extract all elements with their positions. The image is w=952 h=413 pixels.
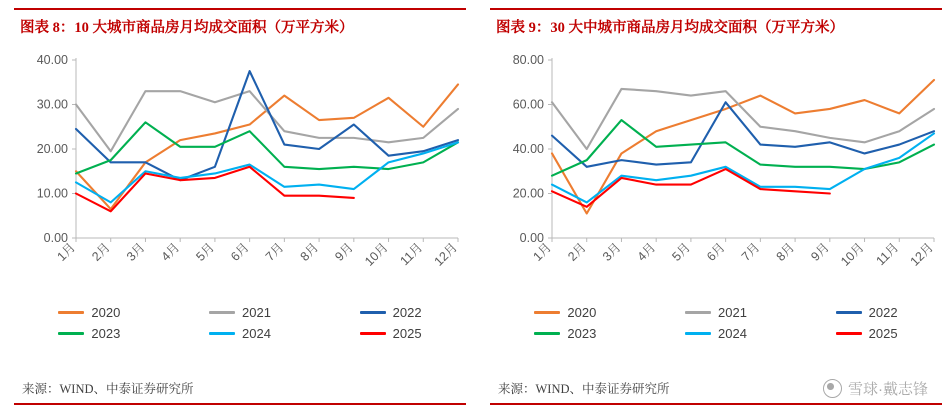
legend-swatch-icon bbox=[534, 311, 560, 314]
panel-inner-right bbox=[490, 8, 942, 405]
svg-text:8月: 8月 bbox=[773, 240, 798, 264]
svg-text:9月: 9月 bbox=[332, 240, 356, 264]
legend-label: 2025 bbox=[868, 326, 898, 341]
svg-text:11月: 11月 bbox=[873, 240, 902, 269]
chart-panel-right bbox=[476, 0, 952, 413]
svg-text:4月: 4月 bbox=[158, 240, 183, 264]
legend-right bbox=[490, 302, 942, 344]
legend-swatch-icon bbox=[209, 311, 235, 314]
legend-item-2025[interactable] bbox=[791, 323, 942, 344]
svg-text:60.00: 60.00 bbox=[512, 97, 544, 112]
svg-text:5月: 5月 bbox=[669, 240, 694, 264]
legend-item-2025[interactable] bbox=[315, 323, 466, 344]
svg-text:0.00: 0.00 bbox=[519, 231, 544, 245]
legend-label: 2020 bbox=[91, 305, 121, 320]
legend-swatch-icon bbox=[836, 332, 862, 335]
legend-item-2021[interactable] bbox=[165, 302, 316, 323]
snowball-logo-icon bbox=[823, 379, 842, 398]
legend-label: 2023 bbox=[567, 326, 597, 341]
legend-label: 2022 bbox=[868, 305, 898, 320]
legend-item-2022[interactable] bbox=[791, 302, 942, 323]
svg-text:3月: 3月 bbox=[599, 240, 624, 264]
svg-text:3月: 3月 bbox=[123, 240, 148, 264]
legend-item-2021[interactable] bbox=[641, 302, 792, 323]
legend-label: 2024 bbox=[242, 326, 271, 341]
legend-item-2020[interactable] bbox=[490, 302, 641, 323]
legend-label: 2025 bbox=[392, 326, 422, 341]
line-chart-left bbox=[14, 42, 466, 300]
legend-swatch-icon bbox=[685, 311, 711, 314]
legend-label: 2020 bbox=[567, 305, 597, 320]
legend-item-2023[interactable] bbox=[490, 323, 641, 344]
svg-text:6月: 6月 bbox=[704, 240, 728, 264]
line-chart-right bbox=[490, 42, 942, 300]
svg-text:80.00: 80.00 bbox=[512, 53, 544, 67]
legend-swatch-icon bbox=[534, 332, 560, 335]
svg-text:40.00: 40.00 bbox=[512, 142, 544, 156]
legend-label: 2022 bbox=[392, 305, 422, 320]
svg-text:7月: 7月 bbox=[738, 240, 763, 264]
svg-text:9月: 9月 bbox=[808, 240, 832, 264]
svg-text:1月: 1月 bbox=[530, 240, 555, 264]
svg-text:11月: 11月 bbox=[397, 240, 426, 269]
svg-text:40.00: 40.00 bbox=[36, 53, 68, 67]
svg-text:10月: 10月 bbox=[838, 240, 867, 269]
legend-item-2020[interactable] bbox=[14, 302, 165, 323]
svg-text:20.00: 20.00 bbox=[36, 142, 68, 156]
svg-text:4月: 4月 bbox=[634, 240, 659, 264]
legend-swatch-icon bbox=[209, 332, 235, 335]
svg-text:12月: 12月 bbox=[431, 240, 461, 269]
legend-swatch-icon bbox=[360, 311, 386, 314]
panel-inner-left bbox=[14, 8, 466, 405]
legend-swatch-icon bbox=[58, 311, 84, 314]
legend-label: 2021 bbox=[242, 305, 271, 320]
page-title-left: 图表 8：10 大城市商品房月均成交面积（万平方米） bbox=[20, 20, 354, 36]
legend-item-2024[interactable] bbox=[641, 323, 792, 344]
svg-text:30.00: 30.00 bbox=[36, 97, 68, 112]
svg-text:0.00: 0.00 bbox=[43, 231, 68, 245]
legend-swatch-icon bbox=[836, 311, 862, 314]
svg-text:6月: 6月 bbox=[228, 240, 252, 264]
svg-text:7月: 7月 bbox=[262, 240, 287, 264]
source-note-left: 来源：WIND、中泰证券研究所 bbox=[22, 382, 194, 396]
legend-item-2023[interactable] bbox=[14, 323, 165, 344]
svg-text:2月: 2月 bbox=[89, 240, 113, 264]
legend-swatch-icon bbox=[58, 332, 84, 335]
page-title-right: 图表 9：30 大中城市商品房月均成交面积（万平方米） bbox=[496, 20, 844, 36]
watermark bbox=[823, 378, 928, 399]
svg-text:8月: 8月 bbox=[297, 240, 322, 264]
svg-text:10.00: 10.00 bbox=[36, 186, 68, 201]
legend-item-2022[interactable] bbox=[315, 302, 466, 323]
svg-text:20.00: 20.00 bbox=[512, 186, 544, 201]
plot-area-right bbox=[490, 42, 942, 300]
legend-item-2024[interactable] bbox=[165, 323, 316, 344]
watermark-label: 雪球·戴志锋 bbox=[848, 381, 928, 398]
svg-text:2月: 2月 bbox=[565, 240, 589, 264]
legend-label: 2023 bbox=[91, 326, 121, 341]
svg-text:12月: 12月 bbox=[907, 240, 937, 269]
legend-label: 2021 bbox=[718, 305, 747, 320]
legend-label: 2024 bbox=[718, 326, 747, 341]
legend-swatch-icon bbox=[685, 332, 711, 335]
svg-text:1月: 1月 bbox=[54, 240, 79, 264]
legend-swatch-icon bbox=[360, 332, 386, 335]
plot-area-left bbox=[14, 42, 466, 300]
svg-text:5月: 5月 bbox=[193, 240, 218, 264]
svg-text:10月: 10月 bbox=[362, 240, 391, 269]
source-note-right: 来源：WIND、中泰证券研究所 bbox=[498, 382, 670, 396]
legend-left bbox=[14, 302, 466, 344]
